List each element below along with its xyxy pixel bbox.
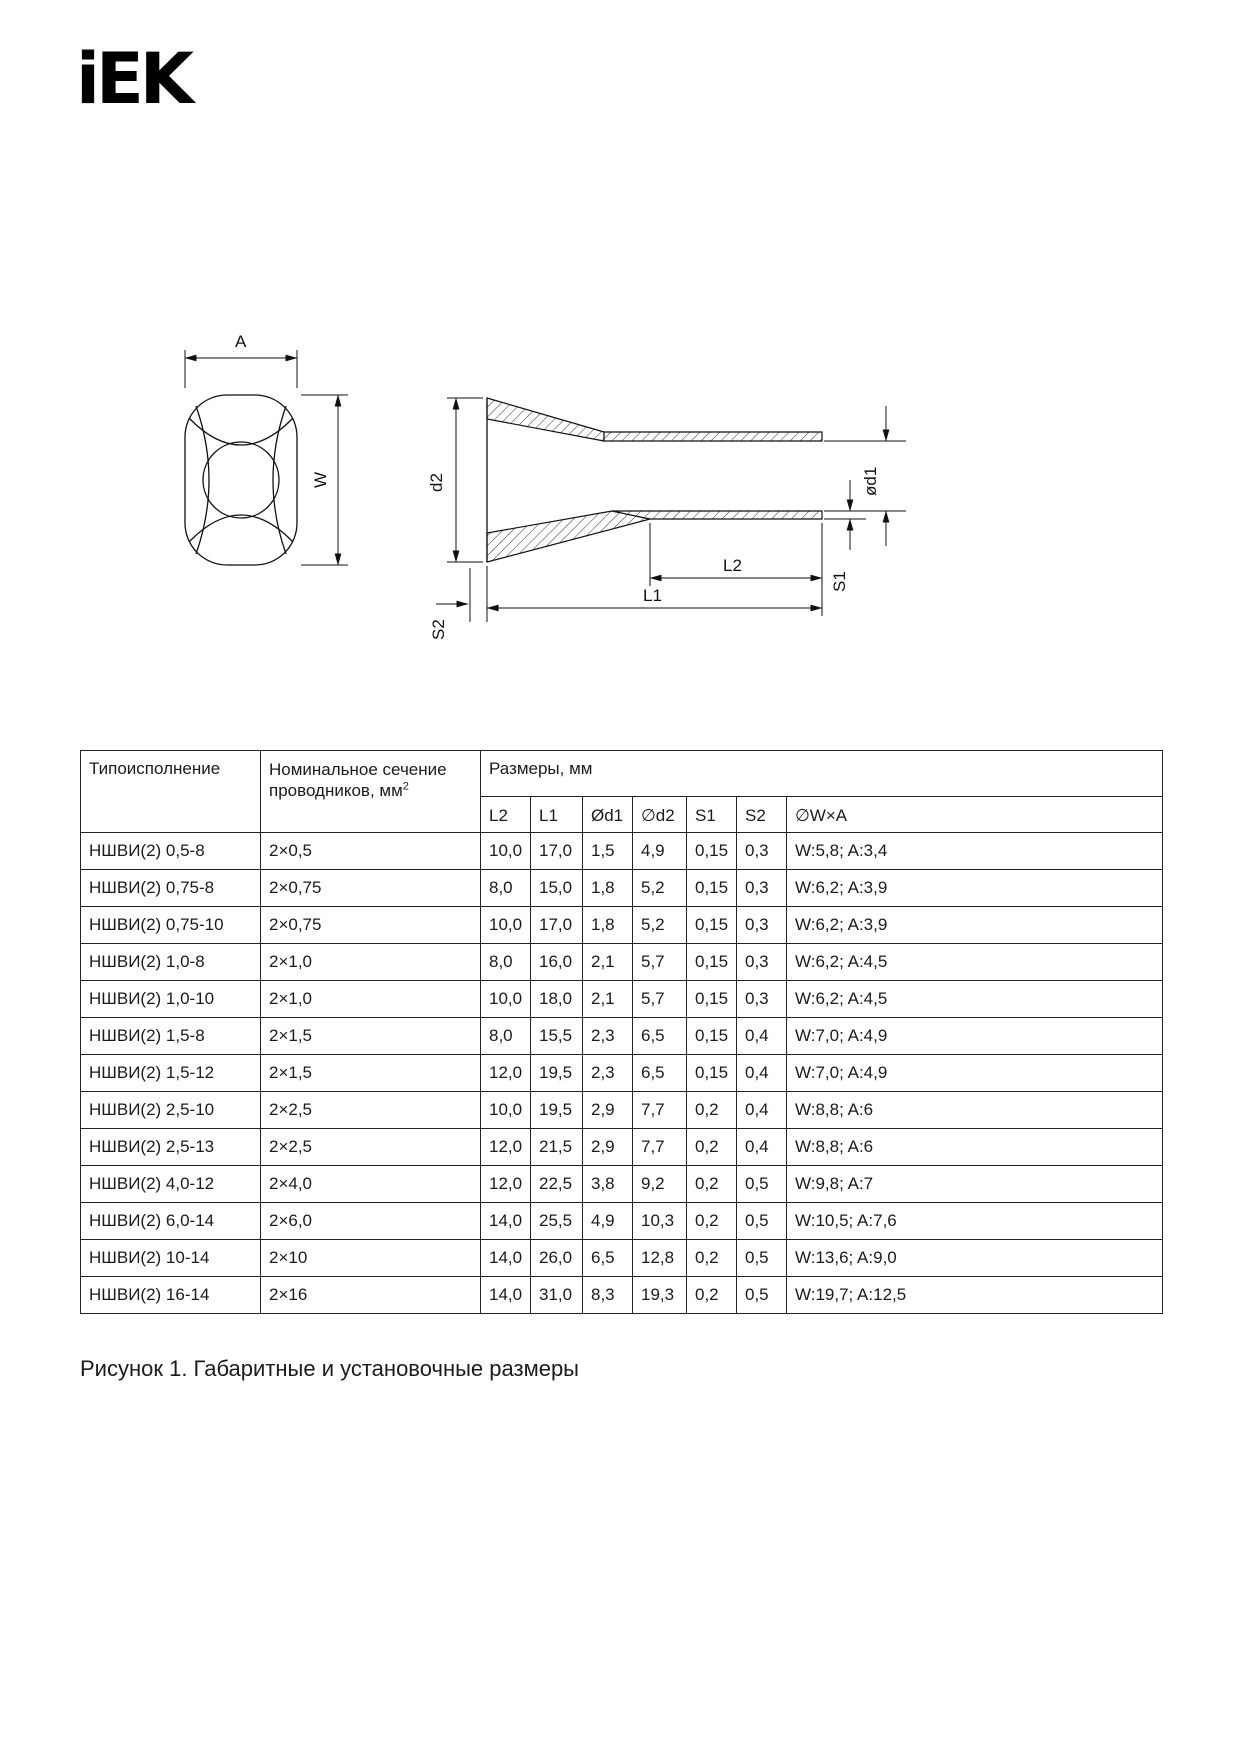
figure-caption: Рисунок 1. Габаритные и установочные размеры <box>80 1356 579 1381</box>
cell-value: 0,5 <box>737 1240 787 1277</box>
cell-type: НШВИ(2) 4,0-12 <box>81 1166 261 1203</box>
cell-type: НШВИ(2) 1,5-8 <box>81 1018 261 1055</box>
cell-type: НШВИ(2) 1,0-10 <box>81 981 261 1018</box>
table-row <box>81 1277 1163 1314</box>
cell-value: 12,0 <box>481 1129 531 1166</box>
cell-value: W:6,2; A:3,9 <box>787 870 1163 907</box>
cell-value: 15,5 <box>531 1018 583 1055</box>
cell-value: 17,0 <box>531 907 583 944</box>
cell-value: 25,5 <box>531 1203 583 1240</box>
cell-value: W:19,7; A:12,5 <box>787 1277 1163 1314</box>
cell-value: 5,2 <box>633 907 687 944</box>
cell-value: 0,5 <box>737 1166 787 1203</box>
ferrule-cross-section-outline <box>185 395 297 565</box>
cell-section: 2×6,0 <box>261 1203 481 1240</box>
subheader-cell: S2 <box>737 797 787 833</box>
header-row <box>81 751 1163 797</box>
table-row <box>81 1240 1163 1277</box>
table-row <box>81 1129 1163 1166</box>
cell-type: НШВИ(2) 6,0-14 <box>81 1203 261 1240</box>
cell-value: 10,0 <box>481 1092 531 1129</box>
cell-value: 2,1 <box>583 944 633 981</box>
cell-value: 10,3 <box>633 1203 687 1240</box>
cell-value: W:8,8; A:6 <box>787 1129 1163 1166</box>
side-view-drawing <box>427 398 906 640</box>
cell-value: 0,2 <box>687 1240 737 1277</box>
subheader-cell: S1 <box>687 797 737 833</box>
cell-value: 17,0 <box>531 833 583 870</box>
cell-value: 0,15 <box>687 870 737 907</box>
cell-section: 2×0,75 <box>261 870 481 907</box>
table-row <box>81 1055 1163 1092</box>
ferrule-wire-bore <box>203 442 279 518</box>
table-row <box>81 907 1163 944</box>
cell-value: W:6,2; A:3,9 <box>787 907 1163 944</box>
subheader-cell: L2 <box>481 797 531 833</box>
cell-section: 2×2,5 <box>261 1092 481 1129</box>
cell-value: 14,0 <box>481 1240 531 1277</box>
dim-label-d1: ød1 <box>861 466 880 496</box>
tube-top-wall <box>604 432 822 441</box>
cell-value: 3,8 <box>583 1166 633 1203</box>
cell-value: 7,7 <box>633 1129 687 1166</box>
cell-value: 5,7 <box>633 944 687 981</box>
dim-label-d2: d2 <box>427 473 446 492</box>
cell-value: W:9,8; A:7 <box>787 1166 1163 1203</box>
cell-value: 15,0 <box>531 870 583 907</box>
cell-value: 2,9 <box>583 1092 633 1129</box>
dim-label-l1: L1 <box>643 586 662 605</box>
cell-value: 8,3 <box>583 1277 633 1314</box>
collar-top-wall <box>487 398 604 441</box>
table-row <box>81 1166 1163 1203</box>
cell-value: 21,5 <box>531 1129 583 1166</box>
cell-value: 0,15 <box>687 1055 737 1092</box>
cell-type: НШВИ(2) 1,0-8 <box>81 944 261 981</box>
cell-value: 12,0 <box>481 1166 531 1203</box>
cell-value: 10,0 <box>481 981 531 1018</box>
cell-value: 10,0 <box>481 833 531 870</box>
table-body <box>81 833 1163 1314</box>
cell-value: 14,0 <box>481 1277 531 1314</box>
dim-label-s2: S2 <box>429 619 448 640</box>
cell-section: 2×0,5 <box>261 833 481 870</box>
header-section-line2: проводников, $мм^2$ <box>269 780 409 801</box>
cell-value: 2,3 <box>583 1055 633 1092</box>
cell-type: НШВИ(2) 0,5-8 <box>81 833 261 870</box>
cell-type: НШВИ(2) 2,5-13 <box>81 1129 261 1166</box>
cell-value: 4,9 <box>633 833 687 870</box>
cell-value: W:13,6; A:9,0 <box>787 1240 1163 1277</box>
cell-value: 9,2 <box>633 1166 687 1203</box>
cell-section: 2×2,5 <box>261 1129 481 1166</box>
cell-type: НШВИ(2) 16-14 <box>81 1277 261 1314</box>
cell-value: 0,2 <box>687 1129 737 1166</box>
cell-value: 19,5 <box>531 1055 583 1092</box>
cell-value: W:7,0; A:4,9 <box>787 1018 1163 1055</box>
cell-value: W:10,5; A:7,6 <box>787 1203 1163 1240</box>
subheader-cell: ∅W×A <box>787 797 1163 833</box>
table-row <box>81 981 1163 1018</box>
cell-value: 0,15 <box>687 907 737 944</box>
cell-section: 2×0,75 <box>261 907 481 944</box>
cell-type: НШВИ(2) 0,75-8 <box>81 870 261 907</box>
cell-value: 2,9 <box>583 1129 633 1166</box>
table-row <box>81 944 1163 981</box>
cell-value: W:8,8; A:6 <box>787 1092 1163 1129</box>
cell-value: 1,8 <box>583 870 633 907</box>
cell-value: 12,8 <box>633 1240 687 1277</box>
header-sizes: Размеры, мм <box>481 751 1163 797</box>
cell-value: 6,5 <box>633 1055 687 1092</box>
cell-value: 22,5 <box>531 1166 583 1203</box>
cell-value: 0,5 <box>737 1203 787 1240</box>
tube-bottom-wall <box>612 511 822 519</box>
cell-value: 10,0 <box>481 907 531 944</box>
cell-value: 0,3 <box>737 944 787 981</box>
cell-value: 6,5 <box>633 1018 687 1055</box>
cell-type: НШВИ(2) 2,5-10 <box>81 1092 261 1129</box>
cell-section: 2×1,0 <box>261 981 481 1018</box>
cell-value: 0,4 <box>737 1018 787 1055</box>
dim-label-s1: S1 <box>830 571 849 592</box>
front-view-drawing <box>185 332 348 565</box>
cell-value: 6,5 <box>583 1240 633 1277</box>
table-row <box>81 1018 1163 1055</box>
subheader-cell: ∅d2 <box>633 797 687 833</box>
cell-value: 8,0 <box>481 944 531 981</box>
cell-value: 5,2 <box>633 870 687 907</box>
cell-value: 19,5 <box>531 1092 583 1129</box>
cell-value: 0,2 <box>687 1166 737 1203</box>
cell-value: 2,1 <box>583 981 633 1018</box>
cell-value: 1,8 <box>583 907 633 944</box>
cell-section: 2×10 <box>261 1240 481 1277</box>
cell-value: 0,3 <box>737 981 787 1018</box>
cell-value: 0,3 <box>737 907 787 944</box>
cell-section: 2×16 <box>261 1277 481 1314</box>
cell-value: 1,5 <box>583 833 633 870</box>
cell-value: 0,15 <box>687 944 737 981</box>
cell-value: 4,9 <box>583 1203 633 1240</box>
cell-value: 18,0 <box>531 981 583 1018</box>
cell-value: W:5,8; A:3,4 <box>787 833 1163 870</box>
cell-section: 2×1,5 <box>261 1018 481 1055</box>
dim-label-l2: L2 <box>723 556 742 575</box>
dim-label-a: A <box>235 332 247 351</box>
subheader-cell: Ød1 <box>583 797 633 833</box>
cell-section: 2×4,0 <box>261 1166 481 1203</box>
table-row <box>81 1092 1163 1129</box>
subheader-cell: L1 <box>531 797 583 833</box>
cell-value: 0,15 <box>687 833 737 870</box>
cell-value: 5,7 <box>633 981 687 1018</box>
cell-section: 2×1,0 <box>261 944 481 981</box>
cell-value: 0,4 <box>737 1092 787 1129</box>
cell-value: W:6,2; A:4,5 <box>787 981 1163 1018</box>
cell-type: НШВИ(2) 0,75-10 <box>81 907 261 944</box>
cell-value: 26,0 <box>531 1240 583 1277</box>
cell-value: W:6,2; A:4,5 <box>787 944 1163 981</box>
cell-value: 0,5 <box>737 1277 787 1314</box>
table-row <box>81 1203 1163 1240</box>
table-row <box>81 833 1163 870</box>
cell-value: 0,15 <box>687 981 737 1018</box>
cell-value: 0,2 <box>687 1092 737 1129</box>
cell-value: 7,7 <box>633 1092 687 1129</box>
cell-value: 8,0 <box>481 1018 531 1055</box>
cell-value: 0,2 <box>687 1277 737 1314</box>
cell-value: 12,0 <box>481 1055 531 1092</box>
dimensions-table <box>80 750 1163 1314</box>
cross-section-bottom-arc <box>189 515 293 542</box>
cell-value: 31,0 <box>531 1277 583 1314</box>
header-section-sup: 2 <box>402 780 409 793</box>
collar-bottom-wall <box>487 511 650 562</box>
cell-value: 8,0 <box>481 870 531 907</box>
cell-type: НШВИ(2) 10-14 <box>81 1240 261 1277</box>
cell-value: 0,3 <box>737 833 787 870</box>
cell-value: 2,3 <box>583 1018 633 1055</box>
header-section-line1: Номинальное сечение <box>269 760 447 779</box>
header-section <box>261 751 481 833</box>
header-type: Типоисполнение <box>81 751 261 833</box>
dim-label-w: W <box>311 471 330 488</box>
cell-type: НШВИ(2) 1,5-12 <box>81 1055 261 1092</box>
cross-section-top-arc <box>189 418 293 445</box>
cell-value: 0,4 <box>737 1055 787 1092</box>
cell-value: 0,2 <box>687 1203 737 1240</box>
cell-value: 19,3 <box>633 1277 687 1314</box>
cell-section: 2×1,5 <box>261 1055 481 1092</box>
cell-value: 16,0 <box>531 944 583 981</box>
cell-value: 14,0 <box>481 1203 531 1240</box>
cell-value: 0,3 <box>737 870 787 907</box>
cell-value: 0,15 <box>687 1018 737 1055</box>
cell-value: 0,4 <box>737 1129 787 1166</box>
cell-value: W:7,0; A:4,9 <box>787 1055 1163 1092</box>
iek-logo: iEK <box>76 38 191 120</box>
dimension-figure <box>0 320 1242 660</box>
table-row <box>81 870 1163 907</box>
